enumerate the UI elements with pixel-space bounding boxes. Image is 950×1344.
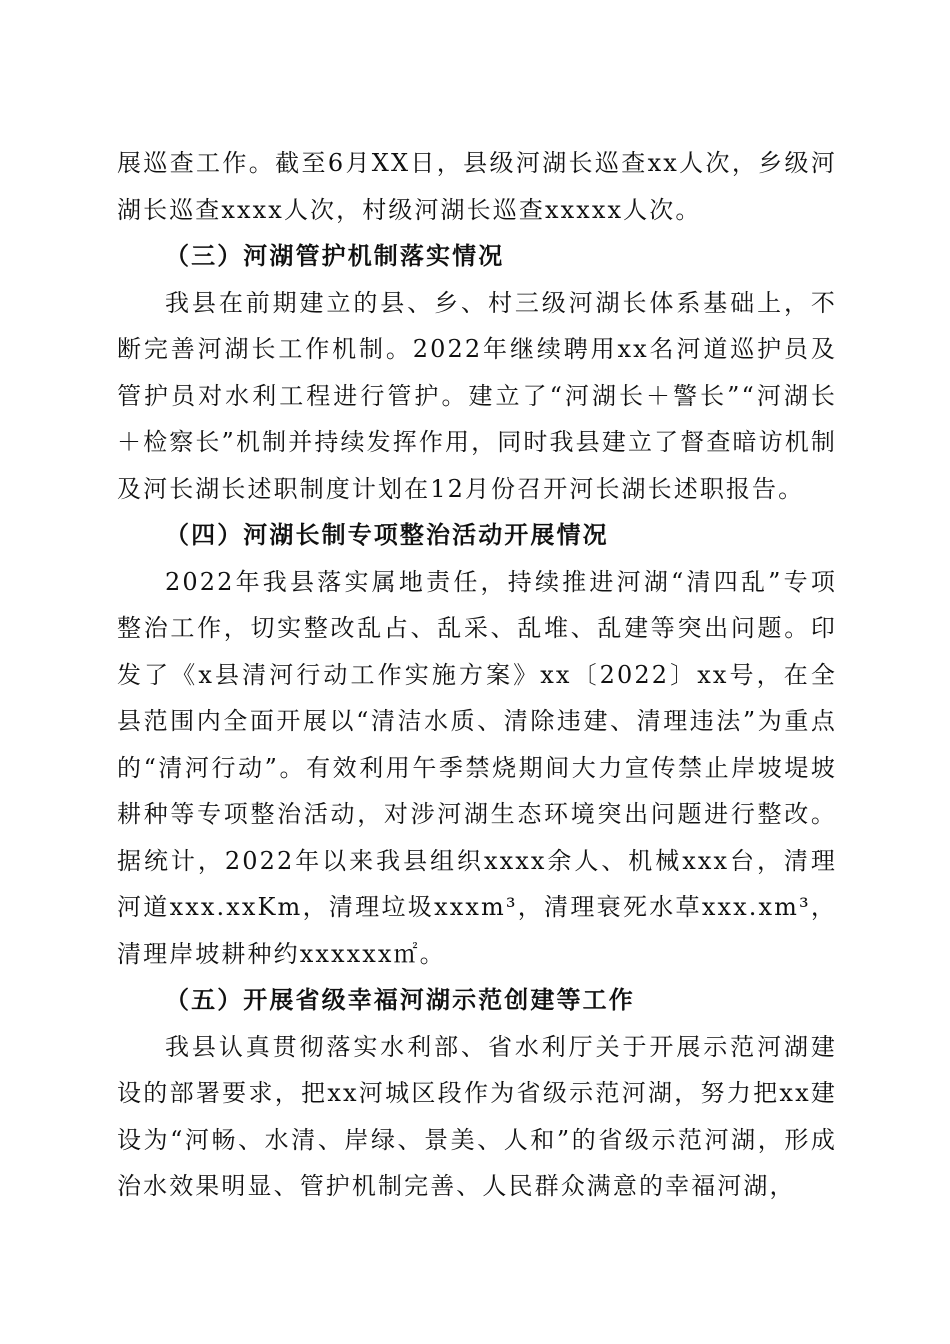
section-heading-4: （四）河湖长制专项整治活动开展情况	[165, 520, 609, 549]
paragraph-rectification: 2022年我县落实属地责任，持续推进河湖“清四乱”专项整治工作，切实整改乱占、乱采、乱堆、乱建等突出问题。印发了《x县清河行动工作实施方案》xx〔2022〕xx号，在全县范围内全面开展以“清洁水质、清除违建、清理违法”为重点的“清河行动”。有效利用午季禁烧期间大力宣传禁止岸坡堤坡耕种等专项整治活动，对涉河湖生态环境突出问题进行整改。据统计，2022年以来我县组织xxxx余人、机械xxx台，清理河道xxx.xxKm，清理垃圾xxxm³，清理衰死水草xxx.xm³，清理岸坡耕种约xxxxxx㎡。	[117, 567, 837, 968]
document-body	[117, 140, 837, 1210]
paragraph-demonstration: 我县认真贯彻落实水利部、省水利厅关于开展示范河湖建设的部署要求，把xx河城区段作为省级示范河湖，努力把xx建设为“河畅、水清、岸绿、景美、人和”的省级示范河湖，形成治水效果明显、管护机制完善、人民群众满意的幸福河湖，	[117, 1032, 837, 1200]
paragraph-patrol-continuation: 展巡查工作。截至6月XX日，县级河湖长巡查xx人次，乡级河湖长巡查xxxx人次，村级河湖长巡查xxxxx人次。	[117, 149, 837, 224]
paragraph-mechanism: 我县在前期建立的县、乡、村三级河湖长体系基础上，不断完善河湖长工作机制。2022年继续聘用xx名河道巡护员及管护员对水利工程进行管护。建立了“河湖长＋警长”“河湖长＋检察长”机制并持续发挥作用，同时我县建立了督查暗访机制及河长湖长述职制度计划在12月份召开河长湖长述职报告。	[117, 288, 837, 503]
section-heading-3: （三）河湖管护机制落实情况	[165, 241, 505, 270]
section-heading-5: （五）开展省级幸福河湖示范创建等工作	[165, 985, 635, 1014]
